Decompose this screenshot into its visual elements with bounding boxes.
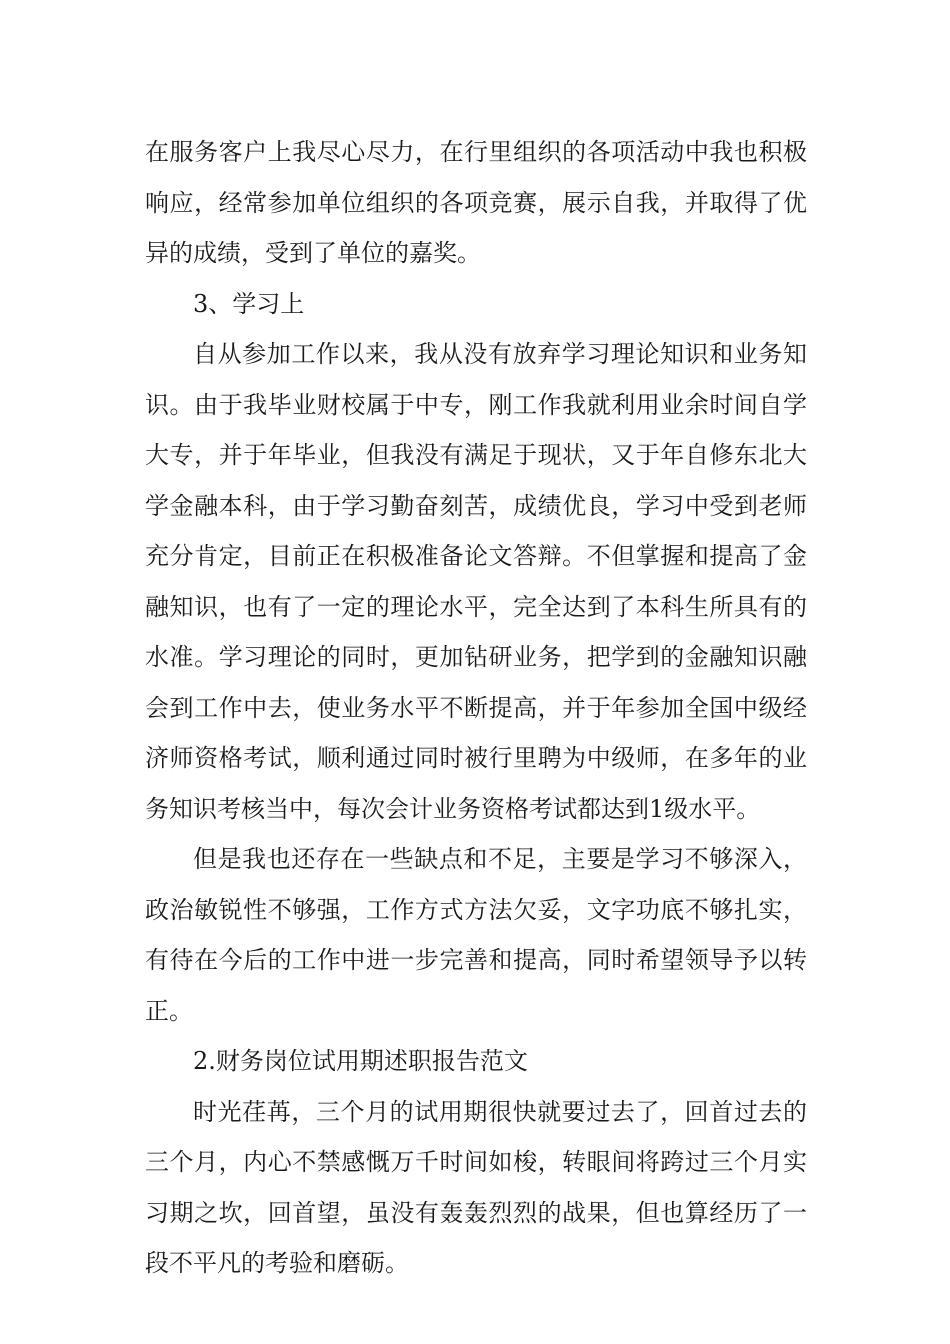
section-heading-study: 3、学习上 (193, 289, 305, 318)
paragraph-probation: 时光荏苒，三个月的试用期很快就要过去了，回首过去的三个月，内心不禁感慨万千时间如梭，转眼间将跨过三个月实习期之坎，回首望，虽没有轰轰烈烈的战果，但也算经历了一段不平凡的考验和磨砺。 (145, 1097, 807, 1277)
section-heading-report: 2.财务岗位试用期述职报告范文 (193, 1047, 528, 1075)
document-body (145, 127, 807, 1289)
paragraph-shortcomings: 但是我也还存在一些缺点和不足，主要是学习不够深入，政治敏锐性不够强，工作方式方法欠妥，文字功底不够扎实，有待在今后的工作中进一步完善和提高，同时希望领导予以转正。 (145, 845, 807, 1025)
paragraph-study: 自从参加工作以来，我从没有放弃学习理论知识和业务知识。由于我毕业财校属于中专，刚工作我就利用业余时间自学大专，并于年毕业，但我没有满足于现状，又于年自修东北大学金融本科，由于学习勤奋刻苦，成绩优良，学习中受到老师充分肯定，目前正在积极准备论文答辩。不但掌握和提高了金融知识，也有了一定的理论水平，完全达到了本科生所具有的水准。学习理论的同时，更加钻研业务，把学到的金融知识融会到工作中去，使业务水平不断提高，并于年参加全国中级经济师资格考试，顺利通过同时被行里聘为中级师，在多年的业务知识考核当中，每次会计业务资格考试都达到1级水平。 (145, 340, 807, 823)
paragraph-service: 在服务客户上我尽心尽力，在行里组织的各项活动中我也积极响应，经常参加单位组织的各项竞赛，展示自我，并取得了优异的成绩，受到了单位的嘉奖。 (145, 138, 807, 267)
